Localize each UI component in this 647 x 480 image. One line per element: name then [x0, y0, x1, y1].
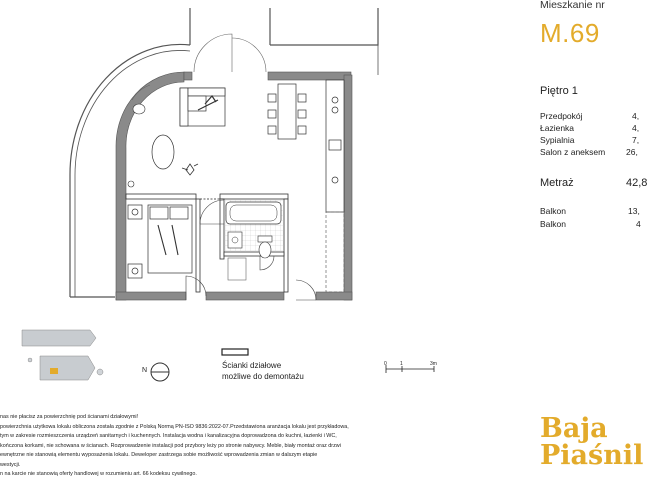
scale-label: 0 — [384, 361, 387, 367]
floor-label: Piętro 1 — [540, 85, 578, 97]
total-area — [540, 177, 647, 189]
room-name: Sypialnia — [540, 135, 575, 145]
bathroom — [224, 200, 284, 280]
legend-line-1: Ścianki działowe — [222, 361, 282, 370]
balcony-row — [540, 205, 640, 218]
room-row — [540, 134, 640, 146]
apartment-number: M.69 — [540, 18, 600, 48]
scale-label: 1 — [400, 361, 403, 367]
legend — [222, 360, 304, 382]
scale-bar — [386, 365, 434, 373]
brand-logo — [540, 415, 643, 469]
room-area: 4, — [632, 111, 640, 121]
balcony-area: 13, — [628, 206, 640, 216]
disclaimer-line: ewnętrzne nie stanowią elementu wyposażenia lokalu. Deweloper zastrzega sobie możliwość wprowadzenia zmian w dalszym etapie — [0, 452, 318, 458]
room-row — [540, 146, 640, 158]
scale-label: 3m — [430, 361, 437, 367]
lamp-icon — [133, 104, 145, 114]
room-area: 4, — [632, 123, 640, 133]
plant-icon — [182, 164, 198, 175]
room-name: Przedpokój — [540, 111, 583, 121]
balcony-list — [540, 205, 640, 231]
apartment-label: Mieszkanie nr — [540, 0, 605, 11]
disclaimer — [0, 413, 470, 480]
room-list — [540, 110, 640, 158]
balcony-row — [540, 218, 640, 231]
disclaimer-line: nas nie płacisz za powierzchnię pod ścianami działowymi! — [0, 414, 139, 420]
sofa — [180, 88, 225, 126]
room-area: 26, — [626, 147, 638, 157]
total-label: Metraż — [540, 177, 574, 189]
room-name: Łazienka — [540, 123, 575, 133]
balcony-name: Balkon — [540, 206, 566, 216]
total-value: 42,8 — [626, 177, 647, 189]
disclaimer-line: tym w zakresie rozmieszczenia urządzeń sanitarnych i kuchennych. Instalacja wodna i kanalizacyjna doprowadzona do kuchni, łazienki i WC, — [0, 433, 337, 439]
balcony-name: Balkon — [540, 219, 566, 229]
legend-line-2: możliwe do demontażu — [222, 372, 304, 381]
disclaimer-line: n na karcie nie stanowią oferty handlowej w rozumieniu art. 66 kodeksu cywilnego. — [0, 471, 197, 477]
room-area: 7, — [632, 135, 640, 145]
coffee-table — [152, 135, 174, 169]
dining-table — [268, 84, 306, 139]
compass-label: N — [142, 367, 148, 374]
disclaimer-line: westycji. — [0, 461, 21, 468]
kitchen-counter — [326, 80, 344, 292]
disclaimer-line: powierzchnia użytkowa lokalu obliczona została zgodnie z Polską Normą PN-ISO 9836:2022-07.Przedstawiona aranżacja lokalu jest przykładowa, — [0, 423, 349, 430]
site-key-map — [22, 330, 103, 380]
bed — [128, 205, 192, 278]
legend-swatch — [222, 349, 248, 355]
disclaimer-line: kończona korkami, nie schowana w ścianach. Rozprowadzenie instalacji pod przybory leży po stronie nabywcy. Meble, biały montaż oraz drzwi — [0, 442, 341, 449]
room-row — [540, 122, 640, 134]
balcony-area: 4 — [636, 219, 641, 229]
lamp-icon — [128, 181, 134, 187]
compass-icon — [151, 363, 169, 381]
room-row — [540, 110, 640, 122]
room-name: Salon z aneksem — [540, 147, 606, 157]
brand-line-2: Piaśnil — [540, 440, 644, 471]
brand-line-1: Baja — [540, 413, 608, 444]
